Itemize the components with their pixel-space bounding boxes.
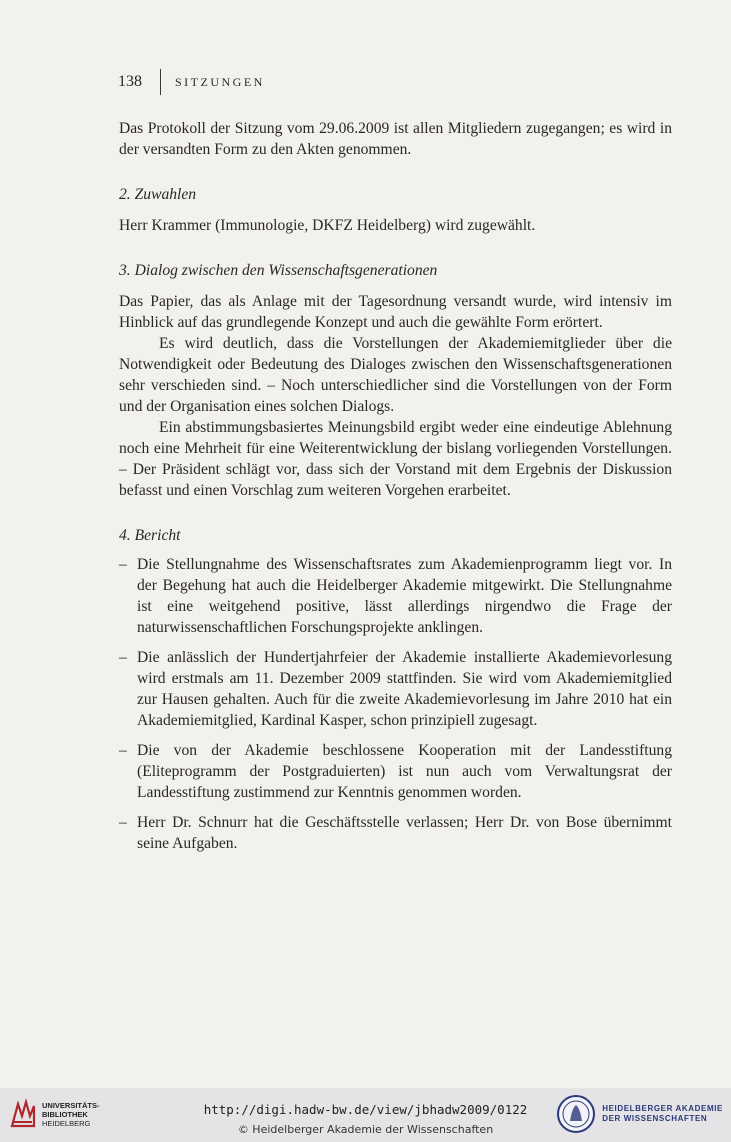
list-item xyxy=(119,554,672,638)
running-head: SITZUNGEN xyxy=(175,74,265,89)
zuwahlen-paragraph: Herr Krammer (Immunologie, DKFZ Heidelberg) wird zugewählt. xyxy=(119,217,536,234)
hadw-logo-text xyxy=(602,1104,723,1124)
list-dash: – xyxy=(119,556,127,573)
list-item xyxy=(119,647,672,731)
ub-logo-line: UNIVERSITÄTS- xyxy=(42,1100,100,1110)
list-dash: – xyxy=(119,742,127,759)
ub-logo-line: BIBLIOTHEK xyxy=(42,1109,88,1119)
permalink-url[interactable]: http://digi.hadw-bw.de/view/jbhadw2009/0122 xyxy=(203,1102,528,1117)
list-item-text: Die Stellungnahme des Wissenschaftsrates zum Akademienprogramm liegt vor. In der Begehung hat auch die Heidelberger Akademie mitgewirkt. Die Stellungnahme ist eine weitgehend positive, lässt allerdings nirgendwo die Frage der naturwissenschaftlichen Forschungsprojekte anklingen. xyxy=(137,556,672,636)
dialog-paragraph-2: Es wird deutlich, dass die Vorstellungen der Akademiemitglieder über die Notwendigkeit oder Bedeutung des Dialoges zwischen den Wissenschaftsgenerationen sehr verschieden sind. – Noch unterschiedlicher sind die Vorstellungen von der Form und der Organisation eines solchen Dialogs. xyxy=(119,335,672,415)
bericht-list xyxy=(119,554,672,854)
protocol-paragraph: Das Protokoll der Sitzung vom 29.06.2009 ist allen Mitgliedern zugegangen; es wird in der versandten Form zu den Akten genommen. xyxy=(119,120,672,158)
section-heading-dialog: 3. Dialog zwischen den Wissenschaftsgenerationen xyxy=(119,262,438,279)
hadw-logo-line: HEIDELBERGER AKADEMIE xyxy=(602,1104,723,1113)
section-heading-zuwahlen: 2. Zuwahlen xyxy=(119,186,197,203)
dialog-paragraph-3: Ein abstimmungsbasiertes Meinungsbild ergibt weder eine eindeutige Ablehnung noch eine Mehrheit für eine Weiterentwicklung der bislang vorliegenden Vorstellungen. – Der Präsident schlägt vor, dass sich der Vorstand mit dem Ergebnis der Diskussion befasst und einen Vorschlag zum weiteren Vorgehen erarbeitet. xyxy=(119,419,672,499)
viewer-footer xyxy=(0,1088,731,1142)
section-heading-bericht: 4. Bericht xyxy=(119,527,181,544)
list-dash: – xyxy=(119,649,127,666)
hadw-logo[interactable] xyxy=(556,1094,723,1134)
ub-logo-line: HEIDELBERG xyxy=(42,1118,91,1128)
list-item-text: Herr Dr. Schnurr hat die Geschäftsstelle verlassen; Herr Dr. von Bose übernimmt seine Aufgaben. xyxy=(137,814,672,852)
list-item xyxy=(119,740,672,803)
dialog-paragraph-1: Das Papier, das als Anlage mit der Tagesordnung versandt wurde, wird intensiv im Hinblick auf das grundlegende Konzept und auch die gewählte Form erörtert. xyxy=(119,293,672,331)
header-divider xyxy=(160,69,161,95)
page-number: 138 xyxy=(118,73,142,90)
hadw-logo-line: DER WISSENSCHAFTEN xyxy=(602,1114,708,1123)
hadw-seal-icon xyxy=(556,1094,596,1134)
list-item-text: Die von der Akademie beschlossene Kooperation mit der Landesstiftung (Eliteprogramm der Postgraduierten) ist nun auch vom Verwaltungsrat der Landesstiftung zustimmend zur Kenntnis genommen worden. xyxy=(137,742,672,801)
copyright-notice: © Heidelberger Akademie der Wissenschaften xyxy=(237,1123,494,1136)
list-item xyxy=(119,812,672,854)
page-body xyxy=(119,118,672,863)
list-dash: – xyxy=(119,814,127,831)
page-header xyxy=(118,68,265,96)
list-item-text: Die anlässlich der Hundertjahrfeier der Akademie installierte Akademievorlesung wird erstmals am 11. Dezember 2009 stattfinden. Sie wird vom Akademiemitglied zur Hausen gehalten. Auch für die zweite Akademievorlesung im Jahre 2010 hat ein Akademiemitglied, Kardinal Kasper, schon prinzipiell zugesagt. xyxy=(137,649,672,729)
